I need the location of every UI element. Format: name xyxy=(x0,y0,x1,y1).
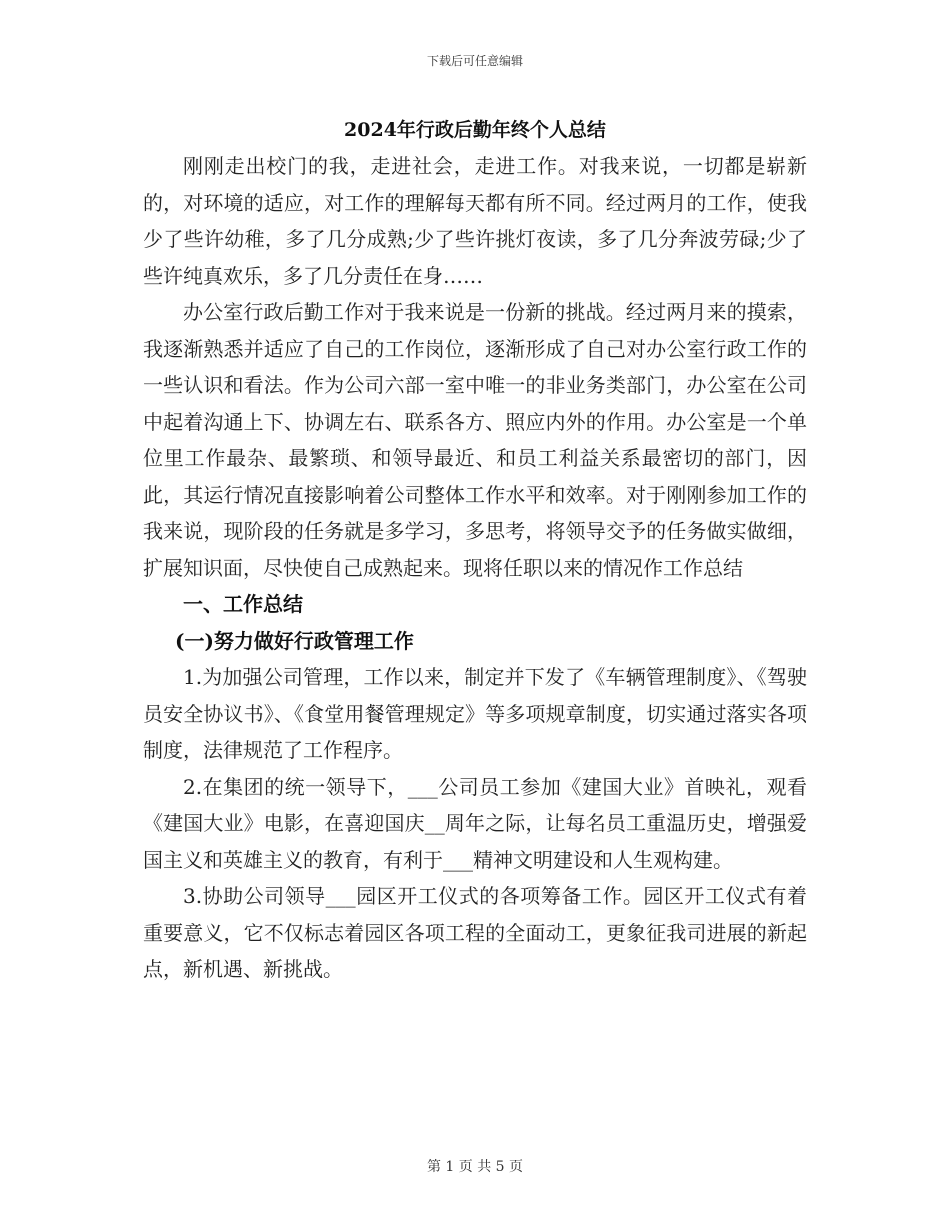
document-body xyxy=(143,148,807,988)
header-note: 下载后可任意编辑 xyxy=(426,54,523,68)
subsection-heading-admin: (一)努力做好行政管理工作 xyxy=(175,628,414,653)
paragraph-intro: 刚刚走出校门的我，走进社会，走进工作。对我来说，一切都是崭新的，对环境的适应，对工作的理解每天都有所不同。经过两月的工作，使我少了些许幼稚，多了几分成熟;少了些许挑灯夜读，多了几分奔波劳碌;少了些许纯真欢乐，多了几分责任在身…… xyxy=(143,154,807,288)
section-heading-work-summary: 一、工作总结 xyxy=(183,592,303,616)
paragraph-office-work: 办公室行政后勤工作对于我来说是一份新的挑战。经过两月来的摸索，我逐渐熟悉并适应了自己的工作岗位，逐渐形成了自己对办公室行政工作的一些认识和看法。作为公司六部一室中唯一的非业务类部门，办公室在公司中起着沟通上下、协调左右、联系各方、照应内外的作用。办公室是一个单位里工作最杂、最繁琐、和领导最近、和员工利益关系最密切的部门，因此，其运行情况直接影响着公司整体工作水平和效率。对于刚刚参加工作的我来说，现阶段的任务就是多学习，多思考，将领导交予的任务做实做细，扩展知识面，尽快使自己成熟起来。现将任职以来的情况作工作总结 xyxy=(143,300,807,580)
page-footer: 第 1 页 共 5 页 xyxy=(426,1159,524,1175)
list-item-1: 1.为加强公司管理，工作以来，制定并下发了《车辆管理制度》、《驾驶员安全协议书》、《食堂用餐管理规定》等多项规章制度，切实通过落实各项制度，法律规范了工作程序。 xyxy=(143,665,807,762)
document-title: 2024年行政后勤年终个人总结 xyxy=(344,119,606,141)
list-item-3: 3.协助公司领导___园区开工仪式的各项筹备工作。园区开工仪式有着重要意义，它不仅标志着园区各项工程的全面动工，更象征我司进展的新起点，新机遇、新挑战。 xyxy=(143,884,807,981)
list-item-2: 2.在集团的统一领导下，___公司员工参加《建国大业》首映礼，观看《建国大业》电影，在喜迎国庆__周年之际，让每名员工重温历史，增强爱国主义和英雄主义的教育，有利于___精神文明建设和人生观构建。 xyxy=(143,774,807,872)
